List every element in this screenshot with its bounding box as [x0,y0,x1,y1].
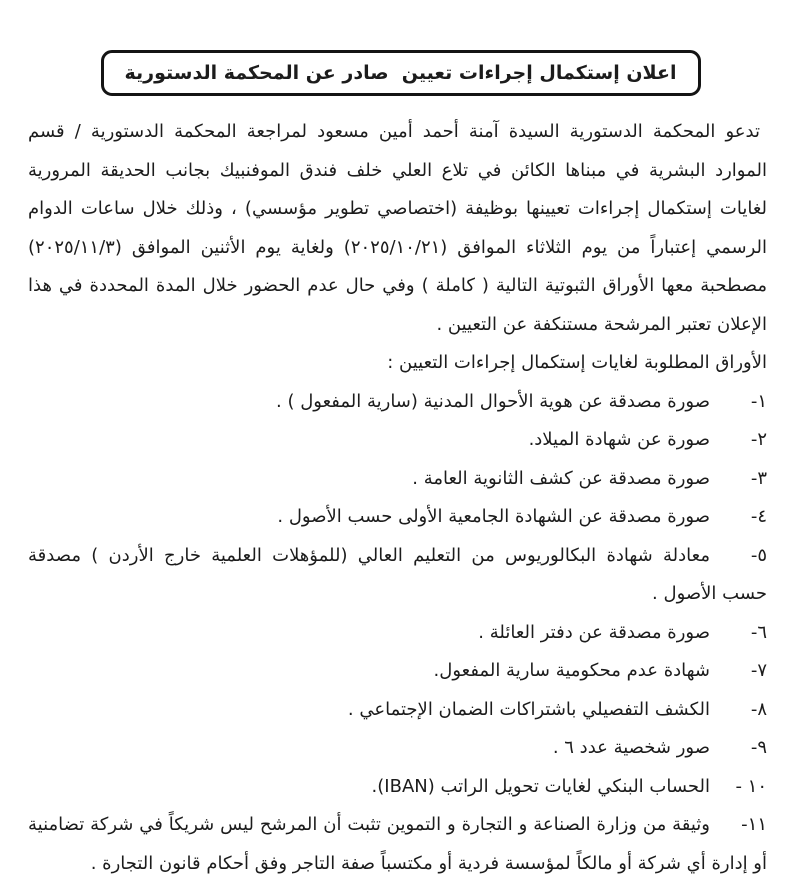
requirement-text: الحساب البنكي لغايات تحويل الراتب (IBAN). [371,775,710,797]
requirement-item [28,498,767,537]
requirement-item [28,460,767,499]
requirement-item [28,537,767,614]
requirement-number: ٧- [750,660,767,681]
requirements-header: الأوراق المطلوبة لغايات إستكمال إجراءات التعيين : [387,352,767,373]
requirement-text: صورة مصدقة عن كشف الثانوية العامة . [412,467,710,489]
requirement-text: شهادة عدم محكومية سارية المفعول. [433,660,710,681]
requirement-number: ٨- [750,698,767,720]
document-body [0,96,801,875]
requirement-text: صورة مصدقة عن الشهادة الجامعية الأولى حسب الأصول . [277,506,710,527]
requirement-text: صور شخصية عدد ٦ . [552,737,710,758]
requirement-item [28,768,767,807]
requirement-number: ٩- [750,737,767,758]
requirement-number: ٣- [750,467,767,489]
requirements-list [28,383,767,875]
requirement-item [28,652,767,691]
requirement-item [28,421,767,460]
requirement-item [28,383,767,422]
requirement-text: وثيقة من وزارة الصناعة و التجارة و التموين تثبت أن المرشح ليس شريكاً في شركة تضامنية أو إدارة أي شركة أو مالكاً لمؤسسة فردية أو مكتسباً صفة التاجر وفق أحكام قانون التجارة . [28,814,767,874]
requirement-item [28,729,767,768]
requirement-number: ١١- [741,814,767,835]
requirement-text: صورة عن شهادة الميلاد. [528,429,710,450]
requirement-item [28,614,767,653]
requirement-text: معادلة شهادة البكالوريوس من التعليم العالي (للمؤهلات العلمية خارج الأردن ) مصدقة حسب الأصول . [28,544,767,604]
requirement-text: صورة مصدقة عن هوية الأحوال المدنية (سارية المفعول ) . [276,390,710,412]
requirement-number: ١- [750,390,767,412]
requirement-text: صورة مصدقة عن دفتر العائلة . [478,621,710,643]
requirement-number: ٢- [750,429,767,450]
requirement-item [28,691,767,730]
requirement-item [28,806,767,875]
title-box [101,50,701,96]
page-title: اعلان إستكمال إجراءات تعيين صادر عن المحكمة الدستورية [124,62,677,84]
intro-paragraph: تدعو المحكمة الدستورية السيدة آمنة أحمد أمين مسعود لمراجعة المحكمة الدستورية / قسم الموارد البشرية في مبناها الكائن في تلاع العلي خلف فندق الموفنبيك بجانب الحديقة المرورية لغايات إستكمال إجراءات تعيينها بوظيفة (اختصاصي تطوير مؤسسي) ، وذلك خلال ساعات الدوام الرسمي إعتباراً من يوم الثلاثاء الموافق (٢٠٢٥/١٠/٢١) ولغاية يوم الأثنين الموافق (٢٠٢٥/١١/٣) مصطحبة معها الأوراق الثبوتية التالية ( كاملة ) وفي حال عدم الحضور خلال المدة المحددة في هذا الإعلان تعتبر المرشحة مستنكفة عن التعيين . [28,121,767,335]
requirement-number: ٦- [750,621,767,643]
requirement-number: ٥- [750,544,767,566]
requirement-number: ١٠ - [735,775,767,797]
requirement-number: ٤- [750,506,767,527]
requirement-text: الكشف التفصيلي باشتراكات الضمان الإجتماعي . [347,698,710,720]
